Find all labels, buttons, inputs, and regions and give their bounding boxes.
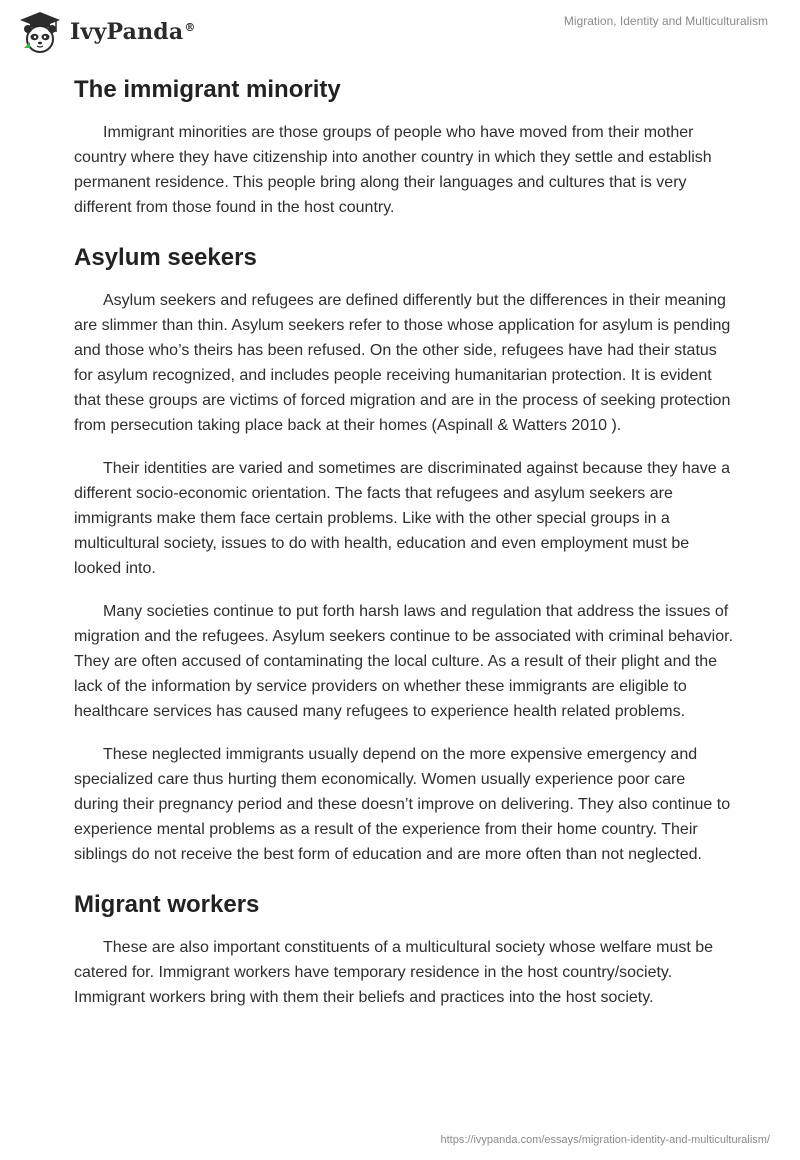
paragraph: These neglected immigrants usually depend on the more expensive emergency and specialized care thus hurting them economically. Women usually experience poor care during their pregnancy period and these doesn’t improve on delivering. They also continue to experience mental problems as a result of the experience from their home country. Their siblings do not receive the best form of education and are more often than not neglected. [74,746,731,863]
registered-mark: ® [184,20,196,34]
paragraph: These are also important constituents of a multicultural society whose welfare must be catered for. Immigrant workers have temporary residence in the host country/society. Immigrant workers bring with them their beliefs and practices into the host society. [74,939,714,1006]
section-heading: The immigrant minority [74,76,341,103]
ivypanda-logo[interactable] [16,8,196,56]
brand-name: IvyPanda® [70,19,196,45]
document-title: Migration, Identity and Multiculturalism [563,14,768,28]
section-heading: Asylum seekers [74,244,257,271]
paragraph: Immigrant minorities are those groups of people who have moved from their mother country where they have citizenship into another country in which they settle and establish permanent residence. This people bring along their languages and cultures that is very different from those found in the host country. [74,124,712,216]
page-header [0,0,800,60]
panda-graduate-icon [16,8,64,56]
source-url[interactable]: https://ivypanda.com/essays/migration-identity-and-multiculturalism/ [440,1134,770,1146]
section-heading: Migrant workers [74,891,260,918]
paragraph: Many societies continue to put forth harsh laws and regulation that address the issues of migration and the refugees. Asylum seekers continue to be associated with criminal behavior. They are often accused of contaminating the local culture. As a result of their plight and the lack of the information by service providers on whether these immigrants are eligible to healthcare services has caused many refugees to experience health related problems. [74,603,734,720]
essay-content [74,68,734,1028]
paragraph: Their identities are varied and sometimes are discriminated against because they have a different socio-economic orientation. The facts that refugees and asylum seekers are immigrants make them face certain problems. Like with the other special groups in a multicultural society, issues to do with health, education and even employment must be looked into. [74,460,730,577]
paragraph: Asylum seekers and refugees are defined differently but the differences in their meaning are slimmer than thin. Asylum seekers refer to those whose application for asylum is pending and those who’s theirs has been refused. On the other side, refugees have had their status for asylum recognized, and includes people receiving humanitarian protection. It is evident that these groups are victims of forced migration and are in the process of seeking protection from persecution taking place back at their homes (Aspinall & Watters 2010 ). [74,292,731,434]
